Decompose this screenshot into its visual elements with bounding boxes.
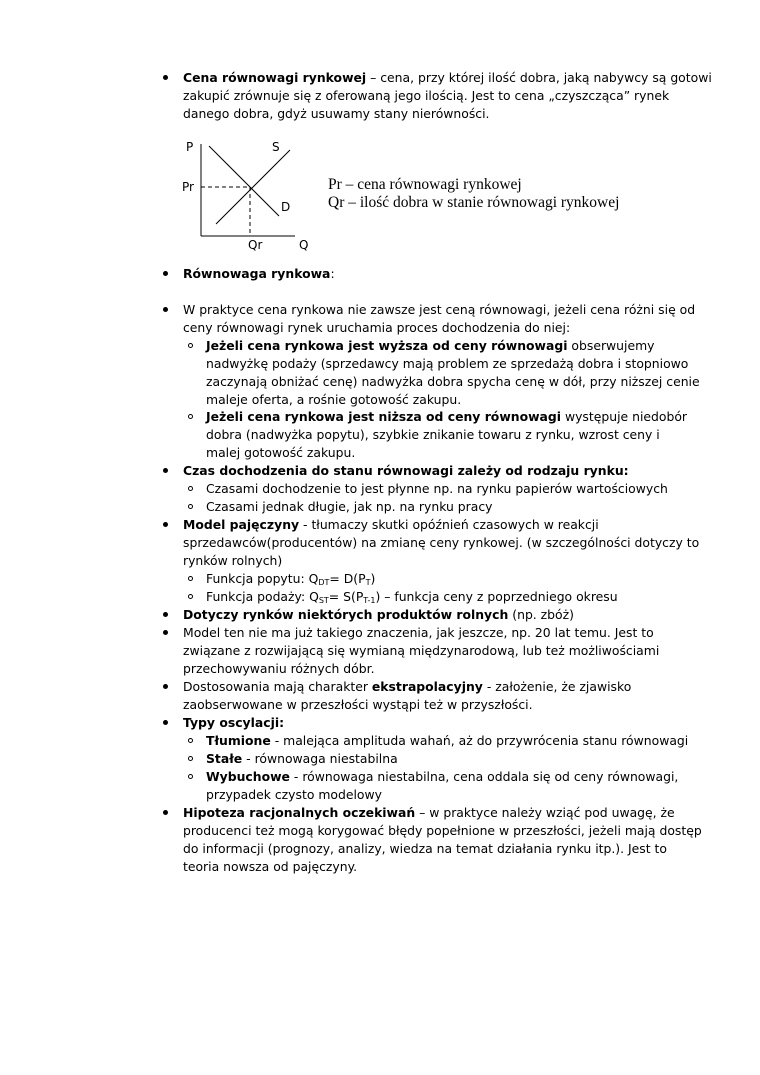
text-line: Jeżeli cena rynkowa jest wyższa od ceny równowagi obserwujemy [206, 338, 655, 353]
text-line: Dostosowania mają charakter ekstrapolacyjny - założenie, że zjawisko [183, 679, 632, 694]
term: Typy oscylacji: [183, 715, 285, 730]
term: Cena równowagi rynkowej [183, 70, 367, 85]
term: Równowaga rynkowa [183, 266, 331, 281]
text-line: Hipoteza racjonalnych oczekiwań – w praktyce należy wziąć pod uwagę, że [183, 805, 675, 820]
bullet [163, 720, 168, 725]
text-line: Równowaga rynkowa: [183, 266, 335, 281]
bullet [163, 468, 168, 473]
sub-bullet [188, 774, 193, 779]
term: ekstrapolacyjny [371, 679, 483, 694]
term: Hipoteza racjonalnych oczekiwań [183, 805, 416, 820]
text-line: Czasami jednak długie, jak np. na rynku pracy [206, 499, 493, 514]
text-line: Model pajęczyny - tłumaczy skutki opóźnień czasowych w reakcji [183, 517, 599, 532]
legend-pr: Pr – cena równowagi rynkowej [328, 176, 522, 193]
bullet [163, 810, 168, 815]
text-line: zaobserwowane w przeszłości wystąpi też w przyszłości. [183, 697, 533, 712]
term: Stałe [206, 751, 243, 766]
text-line: zaczynają obniżać cenę) nadwyżka dobra spycha cenę w dół, przy niższej cenie [206, 374, 700, 389]
text-line: Wybuchowe - równowaga niestabilna, cena oddala się od ceny równowagi, [206, 769, 679, 784]
text-line: W praktyce cena rynkowa nie zawsze jest ceną równowagi, jeżeli cena różni się od [183, 302, 696, 317]
bullet [163, 612, 168, 617]
text-line: Jeżeli cena rynkowa jest niższa od ceny równowagi występuje niedobór [206, 409, 688, 424]
text-line: ceny równowagi rynek uruchamia proces dochodzenia do niej: [183, 320, 571, 335]
bullet [163, 271, 168, 276]
term: Czas dochodzenia do stanu równowagi zależy od rodzaju rynku: [183, 463, 629, 478]
demand-line [209, 146, 279, 216]
bullet [163, 630, 168, 635]
text-line: nadwyżkę podaży (sprzedawcy mają problem ze sprzedażą dobra i stopniowo [206, 356, 689, 371]
sub-bullet [188, 504, 193, 509]
text-line: Tłumione - malejąca amplituda wahań, aż do przywrócenia stanu równowagi [206, 733, 689, 748]
text-line [183, 462, 629, 479]
sub-bullet [188, 756, 193, 761]
text-line: sprzedawców(producentów) na zmianę ceny rynkowej. (w szczególności dotyczy to [183, 535, 700, 550]
text-line: do informacji (prognozy, analizy, wiedza na temat działania rynku itp.). Jest to [183, 841, 667, 856]
text-line: rynków rolnych) [183, 553, 283, 568]
text-line: producenci też mogą korygować błędy popełnione w przeszłości, jeżeli mają dostęp [183, 823, 702, 838]
text-line: danego dobra, gdyż usuwamy stany nierówności. [183, 106, 490, 121]
text-line: zakupić zrównuje się z oferowaną jego ilością. Jest to cena „czyszcząca” rynek [183, 88, 670, 103]
sub-bullet [188, 343, 193, 348]
text-line: malej gotowość zakupu. [206, 445, 356, 460]
sub-bullet [188, 486, 193, 491]
bullet [163, 684, 168, 689]
term: Tłumione [206, 733, 271, 748]
text-line: Funkcja popytu: $Q_{DT}= D(P_T)$ [206, 571, 376, 587]
text-line: przechowywaniu różnych dóbr. [183, 661, 375, 676]
supply-line [216, 150, 290, 224]
term: Model pajęczyny [183, 517, 300, 532]
sub-bullet [188, 594, 193, 599]
text-line: Cena równowagi rynkowej – cena, przy której ilość dobra, jaką nabywcy są gotowi [183, 70, 712, 85]
bullet [163, 307, 168, 312]
p-label: P [186, 140, 194, 154]
text-line: Funkcja podaży: $Q_{ST}= S(P_{T-1})$ – funkcja ceny z poprzedniego okresu [206, 589, 618, 605]
legend-qr: Qr – ilość dobra w stanie równowagi rynkowej [328, 194, 620, 211]
supply-demand-diagram [178, 133, 318, 251]
sub-bullet [188, 738, 193, 743]
term: Jeżeli cena rynkowa jest niższa od ceny równowagi [206, 409, 562, 424]
term: Wybuchowe [206, 769, 290, 784]
text-line: dobra (nadwyżka popytu), szybkie znikanie towaru z rynku, wzrost ceny i [206, 427, 660, 442]
text-line: Model ten nie ma już takiego znaczenia, jak jeszcze, np. 20 lat temu. Jest to [183, 625, 654, 640]
s-label: S [272, 140, 280, 154]
text-line: Dotyczy rynków niektórych produktów rolnych (np. zbóż) [183, 607, 574, 622]
text-line [183, 714, 284, 731]
text-line: teoria nowsza od pajęczyny. [183, 859, 358, 874]
text-line: związane z rozwijającą się wymianą międzynarodową, lub też możliwościami [183, 643, 660, 658]
text-line: maleje oferta, a rośnie gotowość zakupu. [206, 392, 462, 407]
term: Dotyczy rynków niektórych produktów rolnych [183, 607, 509, 622]
sub-bullet [188, 414, 193, 419]
pr-label: Pr [182, 180, 194, 194]
term: Jeżeli cena rynkowa jest wyższa od ceny równowagi [206, 338, 568, 353]
bullet [163, 522, 168, 527]
bullet [163, 75, 168, 80]
sub-bullet [188, 576, 193, 581]
q-label: Q [299, 238, 309, 251]
text-line: Czasami dochodzenie to jest płynne np. na rynku papierów wartościowych [206, 481, 668, 496]
text-line: przypadek czysto modelowy [206, 787, 382, 802]
qr-label: Qr [248, 238, 263, 251]
text-line: Stałe - równowaga niestabilna [206, 751, 398, 766]
d-label: D [281, 200, 291, 214]
